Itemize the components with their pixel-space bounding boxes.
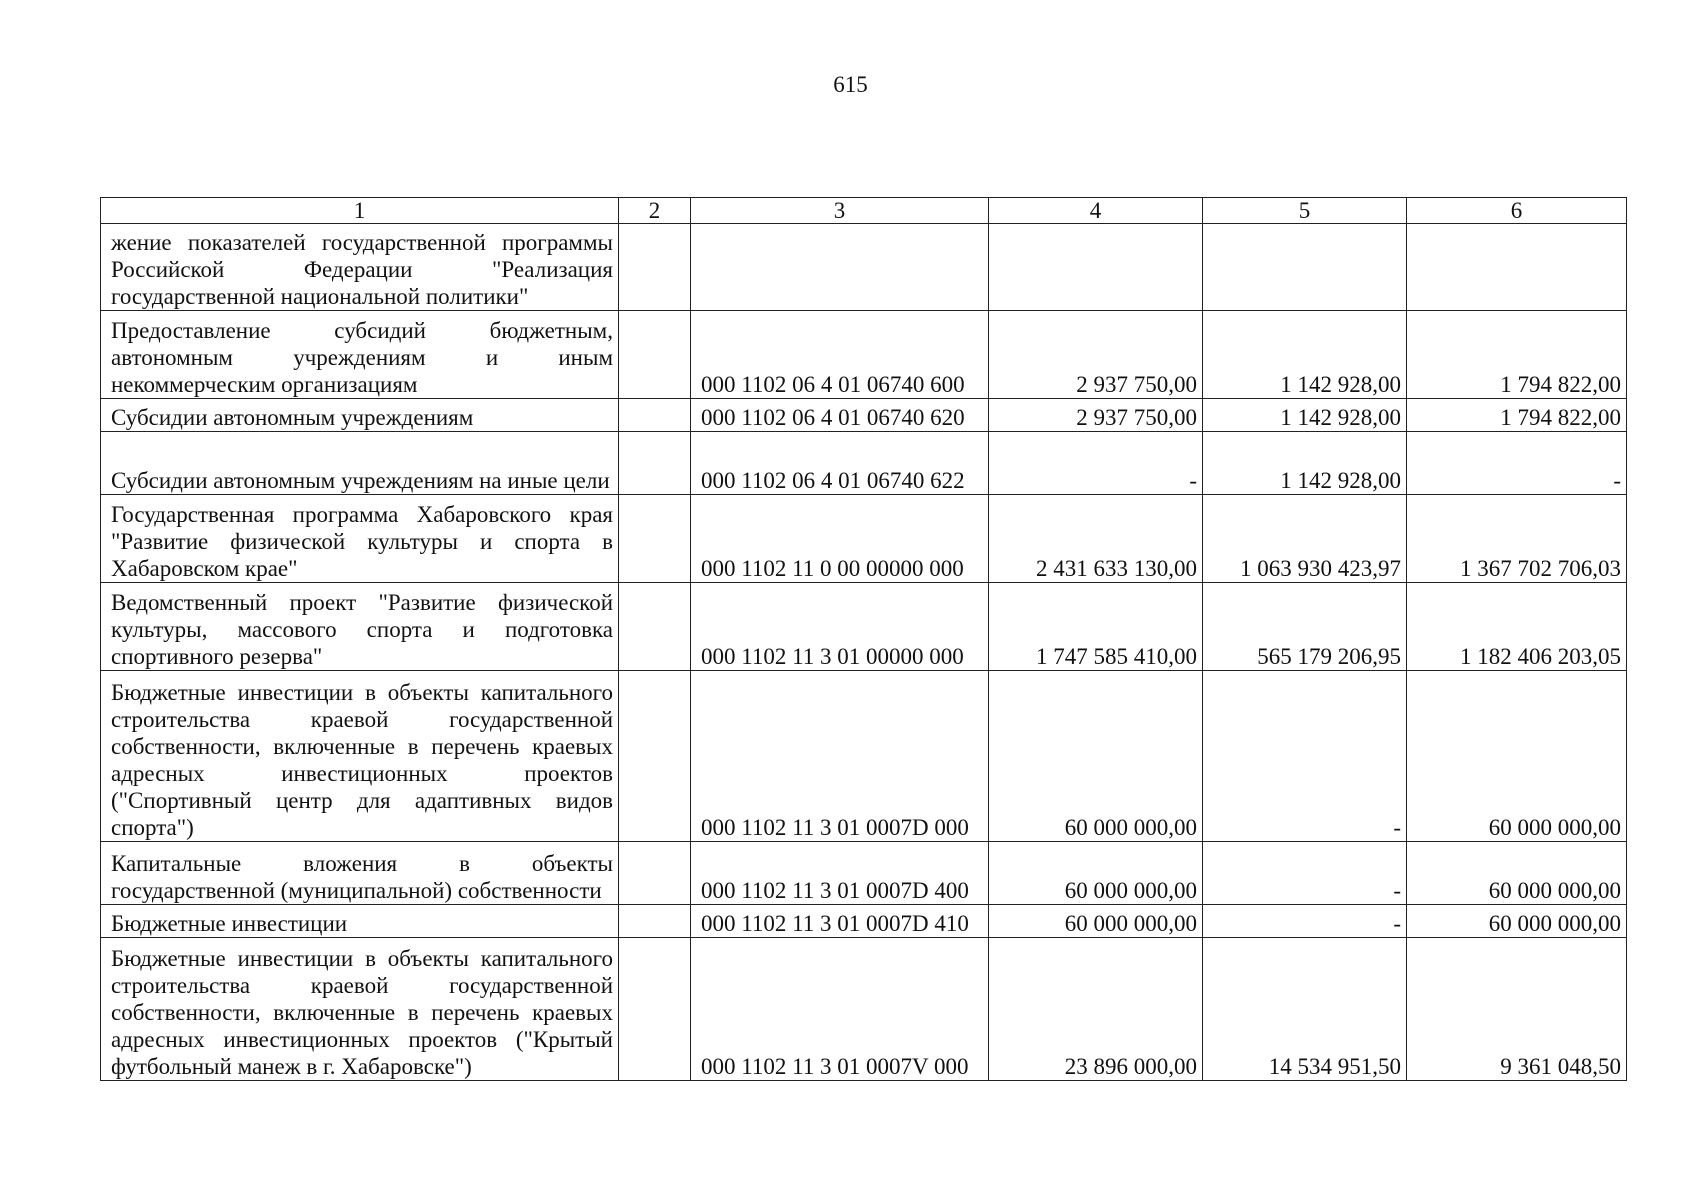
row-value-6: 60 000 000,00 xyxy=(1407,905,1627,938)
budget-table xyxy=(100,197,1627,1081)
row-code: 000 1102 11 3 01 0007V 000 xyxy=(691,938,989,1081)
row-code: 000 1102 06 4 01 06740 622 xyxy=(691,432,989,495)
header-col-2: 2 xyxy=(619,198,691,224)
row-value-6: 60 000 000,00 xyxy=(1407,671,1627,842)
row-value-5: 1 142 928,00 xyxy=(1203,311,1407,399)
table-row xyxy=(101,905,1627,938)
row-value-4: 2 431 633 130,00 xyxy=(989,495,1203,583)
row-value-5: 1 142 928,00 xyxy=(1203,432,1407,495)
row-value-5: 1 063 930 423,97 xyxy=(1203,495,1407,583)
row-value-4: 2 937 750,00 xyxy=(989,399,1203,432)
row-col2 xyxy=(619,495,691,583)
row-value-5: - xyxy=(1203,842,1407,905)
table-row xyxy=(101,842,1627,905)
row-value-6: 1 794 822,00 xyxy=(1407,399,1627,432)
row-col2 xyxy=(619,311,691,399)
row-name: Предоставление субсидий бюджетным, автономным учреждениям и иным некоммерческим организациям xyxy=(101,311,619,399)
row-code: 000 1102 11 3 01 0007D 000 xyxy=(691,671,989,842)
row-col2 xyxy=(619,583,691,671)
row-col2 xyxy=(619,432,691,495)
row-value-5: - xyxy=(1203,671,1407,842)
row-value-6: 1 794 822,00 xyxy=(1407,311,1627,399)
row-name: Бюджетные инвестиции xyxy=(101,905,619,938)
row-value-6: - xyxy=(1407,432,1627,495)
header-col-5: 5 xyxy=(1203,198,1407,224)
row-code xyxy=(691,224,989,311)
row-name: Государственная программа Хабаровского края "Развитие физической культуры и спорта в Хабаровском крае" xyxy=(101,495,619,583)
row-value-5 xyxy=(1203,224,1407,311)
row-name: Капитальные вложения в объекты государственной (муниципальной) собственности xyxy=(101,842,619,905)
row-value-6: 9 361 048,50 xyxy=(1407,938,1627,1081)
row-code: 000 1102 11 3 01 0007D 410 xyxy=(691,905,989,938)
row-col2 xyxy=(619,842,691,905)
row-value-6: 1 367 702 706,03 xyxy=(1407,495,1627,583)
row-code: 000 1102 06 4 01 06740 600 xyxy=(691,311,989,399)
row-col2 xyxy=(619,938,691,1081)
row-code: 000 1102 06 4 01 06740 620 xyxy=(691,399,989,432)
row-value-5: 1 142 928,00 xyxy=(1203,399,1407,432)
row-value-4: 60 000 000,00 xyxy=(989,905,1203,938)
row-col2 xyxy=(619,224,691,311)
row-name: Бюджетные инвестиции в объекты капитального строительства краевой государственной собственности, включенные в перечень краевых адресных инвестиционных проектов ("Спортивный центр для адаптивных видов спорта") xyxy=(101,671,619,842)
table-row xyxy=(101,583,1627,671)
row-code: 000 1102 11 3 01 00000 000 xyxy=(691,583,989,671)
row-value-4: - xyxy=(989,432,1203,495)
row-col2 xyxy=(619,671,691,842)
table-row xyxy=(101,311,1627,399)
row-value-6: 1 182 406 203,05 xyxy=(1407,583,1627,671)
row-name: Субсидии автономным учреждениям на иные цели xyxy=(101,432,619,495)
header-col-3: 3 xyxy=(691,198,989,224)
row-name: жение показателей государственной программы Российской Федерации "Реализация государственной национальной политики" xyxy=(101,224,619,311)
row-value-4: 1 747 585 410,00 xyxy=(989,583,1203,671)
table-row xyxy=(101,432,1627,495)
table-row xyxy=(101,495,1627,583)
row-value-5: - xyxy=(1203,905,1407,938)
row-col2 xyxy=(619,399,691,432)
row-value-4: 60 000 000,00 xyxy=(989,842,1203,905)
row-code: 000 1102 11 0 00 00000 000 xyxy=(691,495,989,583)
row-name: Бюджетные инвестиции в объекты капитального строительства краевой государственной собственности, включенные в перечень краевых адресных инвестиционных проектов ("Крытый футбольный манеж в г. Хабаровске") xyxy=(101,938,619,1081)
table-row xyxy=(101,938,1627,1081)
row-value-6: 60 000 000,00 xyxy=(1407,842,1627,905)
row-code: 000 1102 11 3 01 0007D 400 xyxy=(691,842,989,905)
row-name: Субсидии автономным учреждениям xyxy=(101,399,619,432)
row-value-6 xyxy=(1407,224,1627,311)
page-number: 615 xyxy=(833,72,868,97)
table-row xyxy=(101,399,1627,432)
row-value-4: 23 896 000,00 xyxy=(989,938,1203,1081)
header-row xyxy=(101,198,1627,224)
row-value-4: 2 937 750,00 xyxy=(989,311,1203,399)
header-col-6: 6 xyxy=(1407,198,1627,224)
row-col2 xyxy=(619,905,691,938)
header-col-1: 1 xyxy=(101,198,619,224)
row-value-4 xyxy=(989,224,1203,311)
header-col-4: 4 xyxy=(989,198,1203,224)
row-name: Ведомственный проект "Развитие физической культуры, массового спорта и подготовка спортивного резерва" xyxy=(101,583,619,671)
table-row xyxy=(101,224,1627,311)
table-row xyxy=(101,671,1627,842)
row-value-5: 565 179 206,95 xyxy=(1203,583,1407,671)
row-value-4: 60 000 000,00 xyxy=(989,671,1203,842)
row-value-5: 14 534 951,50 xyxy=(1203,938,1407,1081)
